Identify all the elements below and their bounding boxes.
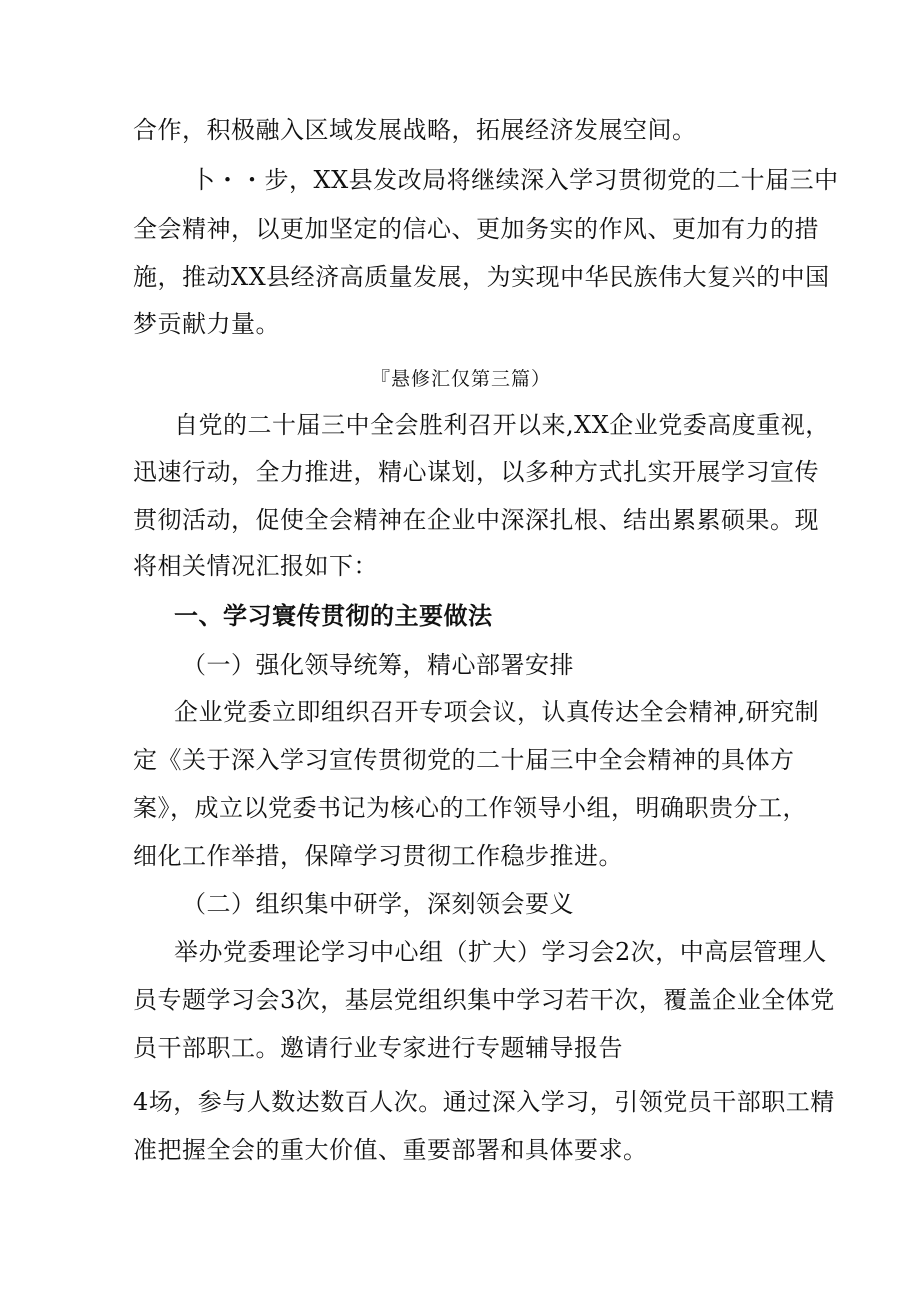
paragraph-line: 员专题学习会3次，基层党组织集中学习若干次，覆盖企业全体党 (133, 986, 835, 1014)
paragraph-line: 定《关于深入学习宣传贯彻党的二十届三中全会精神的具体方 (133, 746, 795, 774)
subsection-title: （二）组织集中研学，深刻领会要义 (182, 890, 574, 918)
paragraph-line: 员干部职工。邀请行业专家进行专题辅导报告 (133, 1034, 623, 1062)
paragraph-line: 细化工作举措，保障学习贯彻工作稳步推进。 (133, 842, 623, 870)
paragraph-line: 将相关情况汇报如下： (133, 552, 378, 580)
paragraph-line: 准把握全会的重大价值、重要部署和具体要求。 (133, 1136, 648, 1164)
paragraph-line: 合作，积极融入区域发展战略，拓展经济发展空间。 (133, 116, 697, 144)
paragraph-line: 迅速行动，全力推进，精心谋划，以多种方式扎实开展学习宣传 (133, 458, 819, 486)
paragraph-line: 卜・・步，XX县发改局将继续深入学习贯彻党的二十届三中 (191, 166, 839, 194)
subsection-title: （一）强化领导统筹，精心部署安排 (182, 651, 574, 679)
paragraph-line: 案》，成立以党委书记为核心的工作领导小组，明确职贵分工， (133, 794, 807, 822)
paragraph-line: 梦贡献力量。 (133, 310, 280, 338)
paragraph-line: 举办党委理论学习中心组（扩大）学习会2次，中高层管理人 (174, 938, 827, 966)
paragraph-line: 贯彻活动，促使全会精神在企业中深深扎根、结出累累硕果。现 (133, 506, 819, 534)
paragraph-line: 全会精神，以更加坚定的信心、更加务实的作风、更加有力的措 (133, 215, 819, 243)
paragraph-line: 4场，参与人数达数百人次。通过深入学习，引领党员干部职工精 (133, 1088, 835, 1116)
section-heading: 『悬修汇仅第三篇） (371, 368, 552, 390)
paragraph-line: 自党的二十届三中全会胜利召开以来,XX企业党委高度重视， (174, 411, 830, 439)
paragraph-line: 施，推动XX县经济高质量发展，为实现中华民族伟大复兴的中国 (133, 263, 830, 291)
paragraph-line: 企业党委立即组织召开专项会议，认真传达全会精神,研究制 (174, 698, 820, 726)
subheading: 一、学习寰传贯彻的主要做法 (174, 601, 493, 630)
